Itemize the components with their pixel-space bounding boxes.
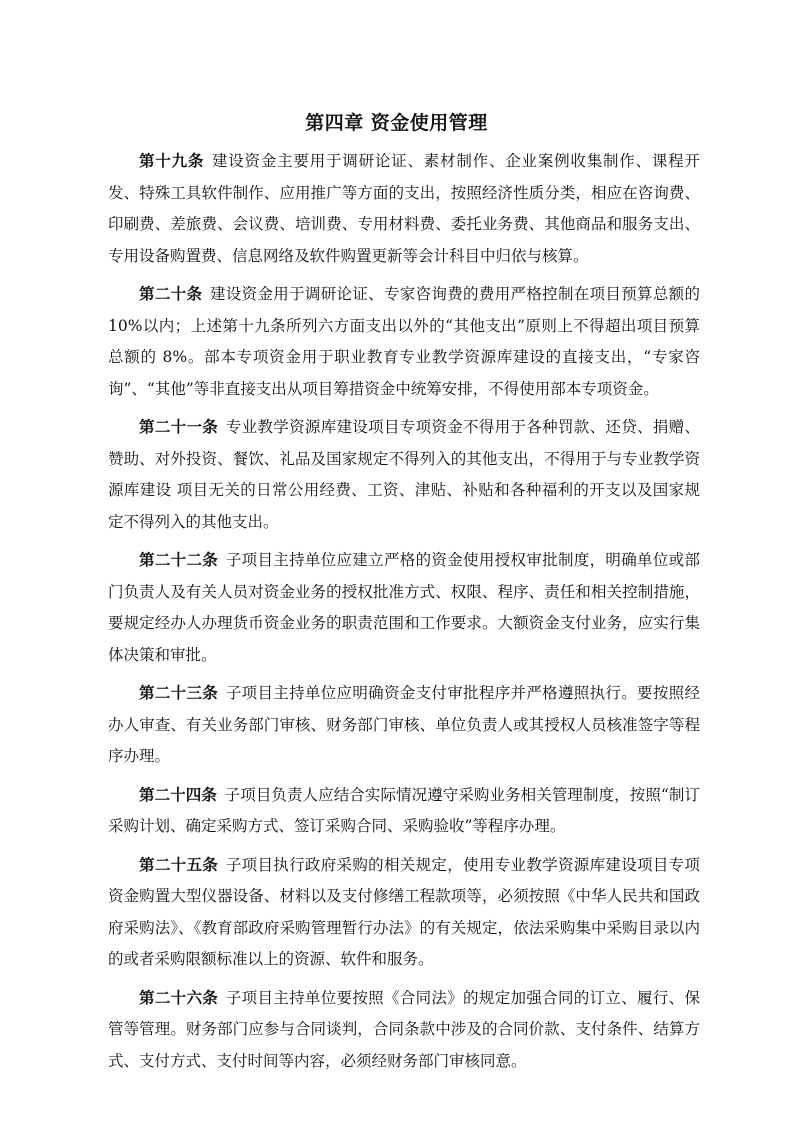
document-body [108,146,700,1084]
article-text: 子项目执行政府采购的相关规定，使用专业教学资源库建设项目专项资金购置大型仪器设备、材料以及支付修缮工程款项等，必须按照《中华人民共和国政府采购法》、《教育部政府采购管理暂行办法》的有关规定，依法采购集中采购目录以内的或者采购限额标准以上的资源、软件和服务。 [108,855,700,968]
article-paragraph [108,146,700,272]
article-label: 第十九条 [139,152,205,170]
article-text: 子项目主持单位应建立严格的资金使用授权审批制度，明确单位或部门负责人及有关人员对资金业务的授权批准方式、权限、程序、责任和相关控制措施，要规定经办人办理货币资金业务的职责范围和工作要求。大额资金支付业务，应实行集体决策和审批。 [108,551,700,664]
article-label: 第二十一条 [139,418,219,436]
article-paragraph [108,850,700,976]
article-text: 子项目主持单位应明确资金支付审批程序并严格遵照执行。要按照经办人审查、有关业务部门审核、财务部门审核、单位负责人或其授权人员核准签字等程序办理。 [108,684,700,765]
article-paragraph [108,678,700,773]
article-text: 建设资金主要用于调研论证、素材制作、企业案例收集制作、课程开发、特殊工具软件制作、应用推广等方面的支出，按照经济性质分类，相应在咨询费、印刷费、差旅费、会议费、培训费、专用材料费、委托业务费、其他商品和服务支出、专用设备购置费、信息网络及软件购置更新等会计科目中归依与核算。 [108,152,700,265]
article-text: 专业教学资源库建设项目专项资金不得用于各种罚款、还贷、捐赠、赞助、对外投资、餐饮、礼品及国家规定不得列入的其他支出，不得用于与专业教学资源库建设 项目无关的日常公用经费、工资、津贴、补贴和各种福利的开支以及国家规定不得列入的其他支出。 [108,418,700,531]
article-paragraph [108,545,700,671]
article-paragraph [108,780,700,843]
article-label: 第二十五条 [139,855,219,874]
article-label: 第二十四条 [139,785,217,804]
article-text: 子项目负责人应结合实际情况遵守采购业务相关管理制度，按照“制订采购计划、确定采购方式、签订采购合同、采购验收”等程序办理。 [108,785,700,835]
article-text: 建设资金用于调研论证、专家咨询费的费用严格控制在项目预算总额的 10%以内；上述第十九条所列六方面支出以外的“其他支出”原则上不得超出项目预算总额的 8%。部本专项资金用于职业教育专业教学资源库建设的直接支出，“专家咨询”、“其他”等非直接支出从项目筹措资金中统筹安排，不得使用部本专项资金。 [108,285,700,398]
article-paragraph [108,412,700,538]
article-label: 第二十条 [139,285,203,303]
chapter-title: 第四章 资金使用管理 [305,112,488,134]
article-text: 子项目主持单位要按照《合同法》的规定加强合同的订立、履行、保管等管理。财务部门应参与合同谈判，合同条款中涉及的合同价款、支付条件、结算方式、支付方式、支付时间等内容，必须经财务部门审核同意。 [108,988,700,1070]
article-label: 第二十六条 [139,988,219,1007]
article-label: 第二十二条 [139,551,219,569]
article-paragraph [108,279,700,405]
article-paragraph [108,983,700,1078]
article-label: 第二十三条 [139,684,219,702]
